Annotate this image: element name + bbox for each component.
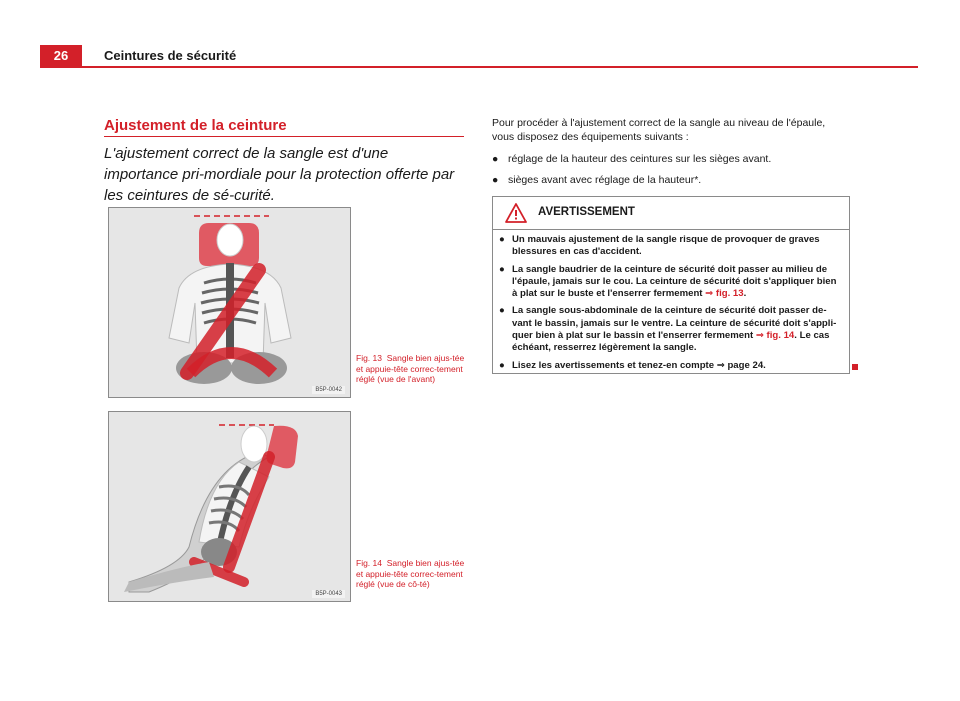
caption-text: Sangle bien ajus-tée et appuie-tête correc-tement réglé (vue de l'avant) bbox=[356, 353, 465, 384]
side-view-illustration bbox=[109, 412, 350, 601]
front-view-illustration bbox=[109, 208, 350, 397]
bullet-icon: ● bbox=[492, 174, 499, 186]
figure-code: B5P-0042 bbox=[312, 386, 345, 394]
bullet-icon: ● bbox=[492, 153, 499, 165]
bullet-text: réglage de la hauteur des ceintures sur les sièges avant. bbox=[508, 153, 772, 165]
section-title: Ajustement de la ceinture bbox=[104, 117, 287, 134]
figure-13-link[interactable]: ⇒ fig. 13 bbox=[705, 288, 744, 300]
figure-14-link[interactable]: ⇒ fig. 14 bbox=[755, 330, 795, 342]
list-item bbox=[492, 152, 848, 166]
warning-text: Un mauvais ajustement de la sangle risque de provoquer de graves blessures en cas d'accident. bbox=[512, 234, 820, 258]
warning-item bbox=[499, 305, 841, 354]
section-end-marker bbox=[852, 364, 858, 370]
warning-header bbox=[493, 197, 849, 230]
warning-item bbox=[499, 264, 841, 301]
section-intro: L'ajustement correct de la sangle est d'une importance pri-mordiale pour la protection offerte par les ceintures de sé-curité. bbox=[104, 145, 455, 204]
bullet-icon: ● bbox=[499, 234, 505, 245]
body-text bbox=[492, 116, 848, 194]
page-number: 26 bbox=[40, 45, 82, 67]
warning-triangle-icon bbox=[505, 203, 527, 223]
warning-text: La sangle sous-abdominale de la ceinture de sécurité doit passer de-vant le bassin, jamais sur le ventre. La ceinture de sécurité doit s'appli-quer bien à plat sur le bassin et l'enserrer fermement bbox=[512, 305, 837, 342]
warning-body bbox=[493, 230, 849, 372]
header-rule bbox=[40, 66, 918, 68]
bullet-icon: ● bbox=[499, 263, 505, 275]
figure-14-caption bbox=[356, 558, 466, 590]
bullet-icon: ● bbox=[499, 359, 505, 371]
warning-item bbox=[499, 234, 841, 259]
section-rule bbox=[104, 136, 464, 137]
warning-item bbox=[499, 360, 841, 372]
bullet-text: sièges avant avec réglage de la hauteur*. bbox=[508, 174, 702, 186]
warning-text: La sangle baudrier de la ceinture de sécurité doit passer au milieu de l'épaule, jamais sur le cou. La ceinture de sécurité doit s'appliquer bien à plat sur le buste et l'enserrer fermement bbox=[512, 263, 837, 300]
caption-text: Sangle bien ajus-tée et appuie-tête correc-tement réglé (vue de cô-té) bbox=[356, 558, 465, 589]
chapter-title: Ceintures de sécurité bbox=[104, 48, 237, 63]
warning-title: AVERTISSEMENT bbox=[538, 206, 635, 218]
figure-number: Fig. 14 bbox=[356, 558, 382, 568]
warning-text: Lisez les avertissements et tenez-en compte ⇒ page 24. bbox=[512, 359, 766, 371]
figure-side-view bbox=[108, 411, 351, 602]
warning-box bbox=[492, 196, 850, 374]
body-paragraph: Pour procéder à l'ajustement correct de la sangle au niveau de l'épaule, vous disposez des équipements suivants : bbox=[492, 117, 826, 143]
list-item bbox=[492, 173, 848, 187]
figure-code: B5P-0043 bbox=[312, 590, 345, 598]
warning-text-end: . Le cas échéant, resserrez légèrement la sangle. bbox=[512, 330, 830, 354]
figure-front-view bbox=[108, 207, 351, 398]
figure-13-caption bbox=[356, 353, 466, 385]
bullet-icon: ● bbox=[499, 305, 505, 317]
warning-text-end: . bbox=[743, 288, 747, 300]
figure-number: Fig. 13 bbox=[356, 353, 382, 363]
